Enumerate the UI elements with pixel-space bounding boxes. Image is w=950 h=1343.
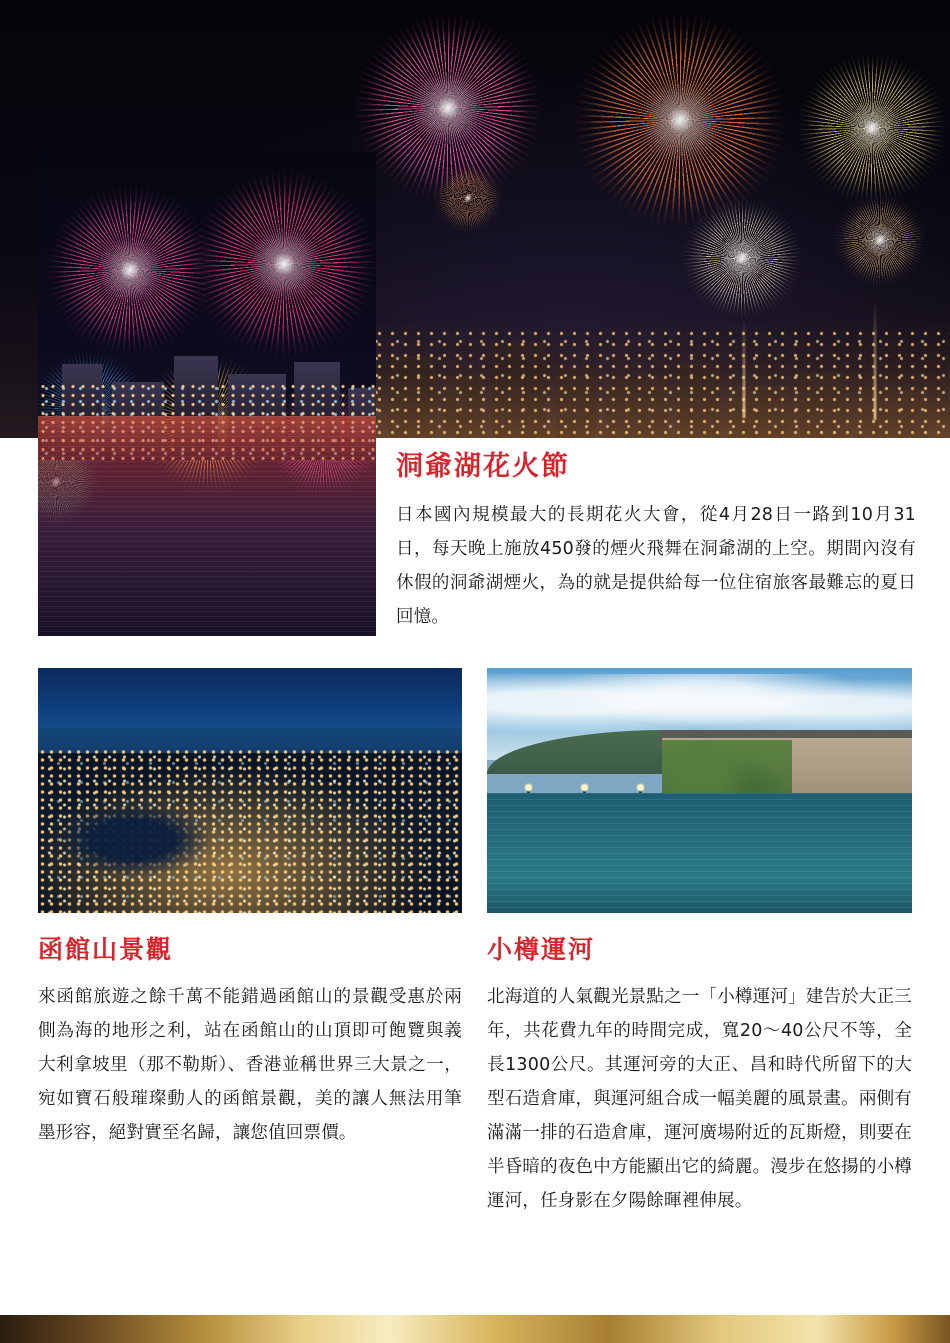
firework-burst <box>433 163 503 233</box>
firework-burst <box>682 198 802 318</box>
firework-trail <box>874 300 877 420</box>
hakodate-night-view-photo <box>38 668 462 913</box>
lake-water-reflection <box>38 416 376 636</box>
firework-burst <box>189 169 376 359</box>
section-text-toya-fireworks: 日本國內規模最大的長期花火大會，從4月28日一路到10月31日，每天晚上施放450發的煙火飛舞在洞爺湖的上空。期間內沒有休假的洞爺湖煙火，為的就是提供給每一位住宿旅客最難忘的夏日回憶。 <box>396 505 916 627</box>
firework-burst <box>834 194 926 286</box>
otaru-canal-photo <box>487 668 912 913</box>
gold-gradient-bar <box>0 1315 950 1343</box>
section-title-otaru-canal: 小樽運河 <box>487 935 596 964</box>
firework-burst <box>797 53 947 203</box>
city-lights <box>360 328 950 438</box>
section-title-mount-hakodate: 函館山景觀 <box>38 935 174 964</box>
section-text-otaru-canal: 北海道的人氣觀光景點之一「小樽運河」建告於大正三年，共花費九年的時間完成，寬20～40公尺不等，全長1300公尺。其運河旁的大正、昌和時代所留下的大型石造倉庫，與運河組合成一幅美麗的風景畫。兩側有滿滿一排的石造倉庫，運河廣場附近的瓦斯燈，則要在半昏暗的夜色中方能顯出它的綺麗。漫步在悠揚的小樽運河，任身影在夕陽餘暉裡伸展。 <box>487 987 912 1211</box>
section-title-toya-fireworks: 洞爺湖花火節 <box>396 451 570 482</box>
toya-lake-fireworks-photo <box>38 152 376 636</box>
section-text-mount-hakodate: 來函館旅遊之餘千萬不能錯過函館山的景觀受惠於兩側為海的地形之利，站在函館山的山頂即可飽覽與義大利拿坡里（那不勒斯）、香港並稱世界三大景之一，宛如寶石般璀璨動人的函館景觀，美的讓人無法用筆墨形容，絕對實至名歸，讓您值回票價。 <box>38 987 462 1143</box>
firework-trail <box>743 318 746 418</box>
otaru-canal-water <box>487 793 912 913</box>
firework-burst <box>573 13 788 228</box>
